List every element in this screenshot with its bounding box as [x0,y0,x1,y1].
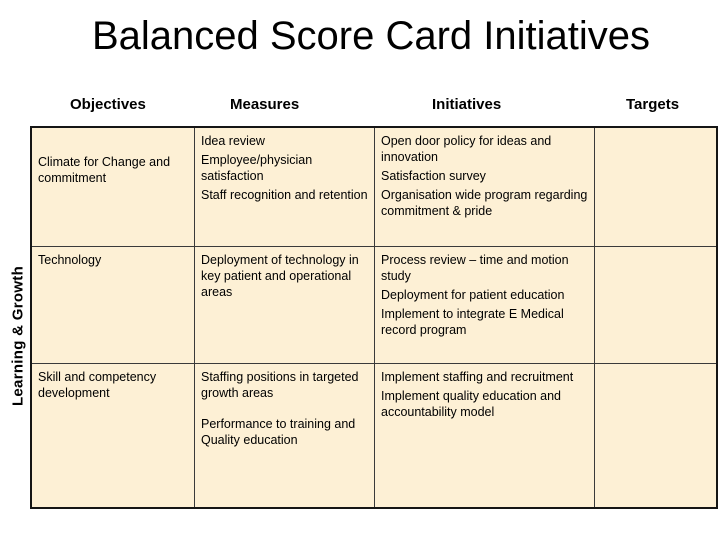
measures-cell [195,364,375,507]
initiative-item: Implement staffing and recruitment [381,370,574,384]
measure-item: Staffing positions in targeted growth areas [201,370,359,400]
measure-item: Idea review [201,134,265,148]
initiative-item: Open door policy for ideas and innovation [381,134,552,164]
side-label: Learning & Growth [9,265,27,407]
initiative-item: Deployment for patient education [381,288,565,302]
scorecard-table [30,126,718,509]
objective-text: Skill and competency development [38,370,157,400]
measures-cell [195,247,375,364]
objective-cell [32,247,195,364]
measure-item: Staff recognition and retention [201,188,368,202]
initiative-item: Satisfaction survey [381,169,486,183]
initiatives-cell [375,247,595,364]
objective-cell [32,364,195,507]
initiative-item: Implement to integrate E Medical record program [381,307,564,337]
initiatives-cell [375,128,595,247]
header-objectives: Objectives [70,96,146,113]
objective-text: Technology [38,253,102,267]
objective-text: Climate for Change and commitment [38,155,171,185]
initiatives-cell [375,364,595,507]
targets-cell [595,364,716,507]
initiative-item: Process review – time and motion study [381,253,569,283]
side-label-container [6,246,30,426]
header-initiatives: Initiatives [432,96,502,113]
targets-cell [595,128,716,247]
page-title: Balanced Score Card Initiatives [91,14,651,58]
targets-cell [595,247,716,364]
measure-item: Deployment of technology in key patient and operational areas [201,253,359,299]
initiative-item: Implement quality education and accountability model [381,389,561,419]
header-targets: Targets [626,96,680,113]
measures-cell [195,128,375,247]
measure-item: Performance to training and Quality education [201,417,356,447]
objective-cell [32,128,195,247]
initiative-item: Organisation wide program regarding commitment & pride [381,188,588,218]
measure-item: Employee/physician satisfaction [201,153,313,183]
header-measures: Measures [230,96,300,113]
